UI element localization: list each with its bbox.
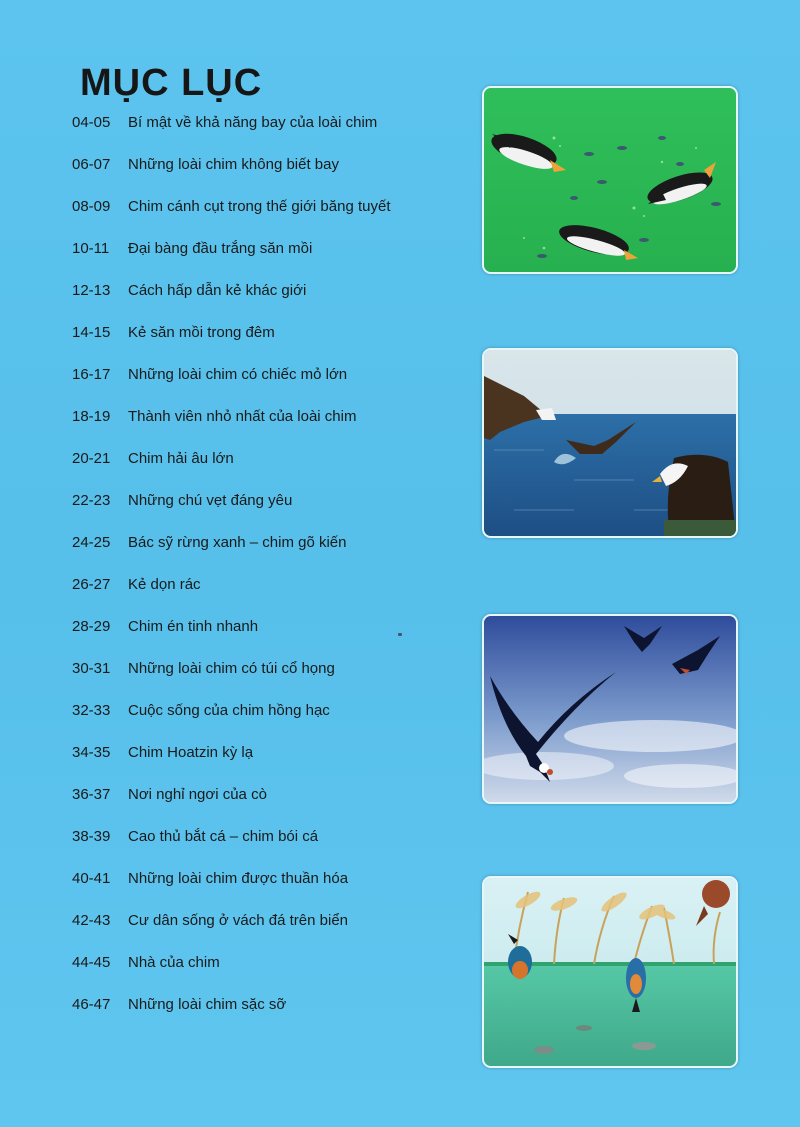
toc-item[interactable] (72, 240, 452, 266)
toc-title: Chim hải âu lớn (128, 450, 234, 467)
toc-title: Kẻ dọn rác (128, 576, 201, 593)
toc-page-range: 06-07 (72, 156, 111, 173)
toc-item[interactable] (72, 450, 452, 476)
penguins-underwater-illustration (482, 86, 738, 274)
toc-title: Chim Hoatzin kỳ lạ (128, 744, 254, 761)
toc-page-range: 18-19 (72, 408, 111, 425)
toc-page-range: 16-17 (72, 366, 111, 383)
toc-page-range: 26-27 (72, 576, 111, 593)
toc-title: Chim cánh cụt trong thế giới băng tuyết (128, 198, 391, 215)
page-title: MỤC LỤC (80, 62, 263, 104)
toc-page-range: 28-29 (72, 618, 111, 635)
toc-item[interactable] (72, 534, 452, 560)
toc-item[interactable] (72, 492, 452, 518)
toc-item[interactable] (72, 114, 452, 140)
toc-title: Những loài chim sặc sỡ (128, 996, 287, 1013)
toc-title: Những loài chim có túi cổ họng (128, 660, 335, 677)
toc-title: Những loài chim được thuần hóa (128, 870, 349, 887)
toc-title: Những loài chim có chiếc mỏ lớn (128, 366, 348, 383)
toc-title: Đại bàng đầu trắng săn mồi (128, 240, 313, 257)
toc-item[interactable] (72, 366, 452, 392)
toc-title: Cư dân sống ở vách đá trên biển (128, 912, 349, 929)
toc-page-range: 22-23 (72, 492, 111, 509)
toc-page-range: 36-37 (72, 786, 111, 803)
toc-page-range: 34-35 (72, 744, 111, 761)
toc-page-range: 04-05 (72, 114, 111, 131)
toc-item[interactable] (72, 618, 452, 644)
swallows-in-sky-illustration (482, 614, 738, 804)
toc-page-range: 38-39 (72, 828, 111, 845)
eagles-over-sea-illustration (482, 348, 738, 538)
toc-page-range: 10-11 (72, 240, 110, 257)
toc-item[interactable] (72, 870, 452, 896)
toc-item[interactable] (72, 744, 452, 770)
toc-item[interactable] (72, 996, 452, 1022)
toc-title: Nơi nghỉ ngơi của cò (128, 786, 267, 803)
toc-page-range: 12-13 (72, 282, 111, 299)
toc-page-range: 30-31 (72, 660, 111, 677)
toc-title: Cuộc sống của chim hồng hạc (128, 702, 330, 719)
toc-item[interactable] (72, 828, 452, 854)
toc-page-range: 08-09 (72, 198, 111, 215)
toc-item[interactable] (72, 198, 452, 224)
toc-title: Cao thủ bắt cá – chim bói cá (128, 828, 319, 845)
toc-item[interactable] (72, 324, 452, 350)
toc-item[interactable] (72, 702, 452, 728)
toc-item[interactable] (72, 786, 452, 812)
toc-page-range: 44-45 (72, 954, 111, 971)
toc-item[interactable] (72, 282, 452, 308)
toc-page-range: 42-43 (72, 912, 111, 929)
toc-page-range: 14-15 (72, 324, 111, 341)
toc-item[interactable] (72, 912, 452, 938)
toc-item[interactable] (72, 156, 452, 182)
kingfishers-diving-illustration (482, 876, 738, 1068)
toc-page-range: 20-21 (72, 450, 111, 467)
toc-page-range: 46-47 (72, 996, 111, 1013)
toc-page-range: 40-41 (72, 870, 111, 887)
toc-title: Những loài chim không biết bay (128, 156, 339, 173)
toc-page-range: 32-33 (72, 702, 111, 719)
toc-item[interactable] (72, 576, 452, 602)
toc-item[interactable] (72, 660, 452, 686)
toc-item[interactable] (72, 954, 452, 980)
print-speck (398, 633, 402, 636)
toc-title: Chim én tinh nhanh (128, 618, 259, 635)
toc-title: Bác sỹ rừng xanh – chim gõ kiến (128, 534, 347, 551)
toc-title: Kẻ săn mồi trong đêm (128, 324, 275, 341)
toc-title: Thành viên nhỏ nhất của loài chim (128, 408, 357, 425)
toc-title: Bí mật về khả năng bay của loài chim (128, 114, 378, 131)
toc-title: Những chú vẹt đáng yêu (128, 492, 293, 509)
toc-item[interactable] (72, 408, 452, 434)
toc-title: Cách hấp dẫn kẻ khác giới (128, 282, 307, 299)
toc-title: Nhà của chim (128, 954, 220, 971)
toc-page-range: 24-25 (72, 534, 111, 551)
